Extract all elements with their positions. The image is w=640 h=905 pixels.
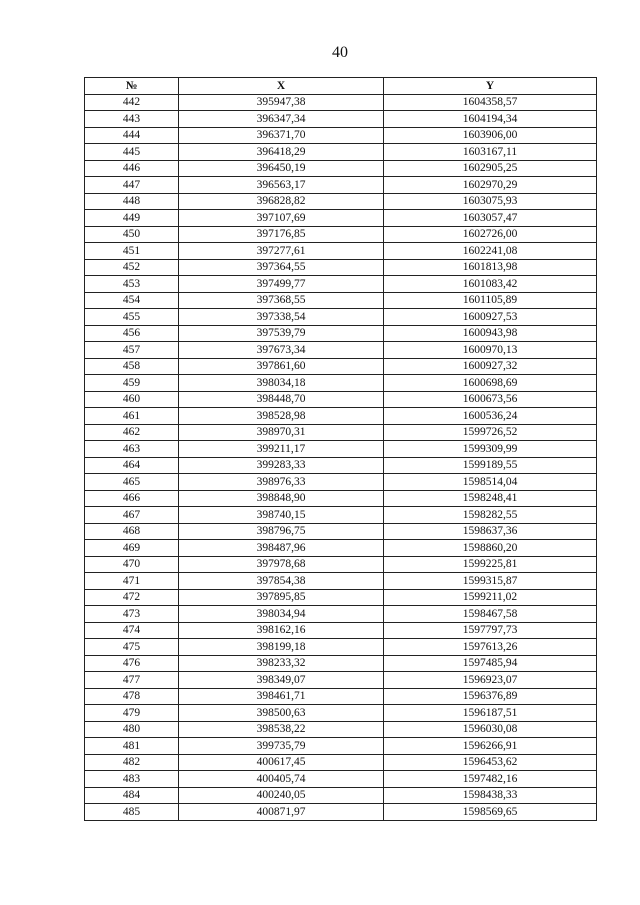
point-number-cell: 462 (85, 424, 179, 441)
table-row (85, 738, 597, 755)
y-coordinate-cell: 1598514,04 (384, 474, 597, 491)
table-row (85, 325, 597, 342)
table-row (85, 160, 597, 177)
y-coordinate-cell: 1599189,55 (384, 457, 597, 474)
y-coordinate-cell: 1604358,57 (384, 94, 597, 111)
header-row (85, 78, 597, 95)
x-coordinate-cell: 396563,17 (179, 177, 384, 194)
y-coordinate-cell: 1596266,91 (384, 738, 597, 755)
y-coordinate-cell: 1603057,47 (384, 210, 597, 227)
table-body (85, 94, 597, 820)
x-coordinate-cell: 397895,85 (179, 589, 384, 606)
point-number-cell: 460 (85, 391, 179, 408)
x-coordinate-cell: 397978,68 (179, 556, 384, 573)
point-number-cell: 464 (85, 457, 179, 474)
table-row (85, 655, 597, 672)
y-coordinate-cell: 1597797,73 (384, 622, 597, 639)
point-number-cell: 483 (85, 771, 179, 788)
page-number: 40 (332, 44, 348, 61)
table-row (85, 804, 597, 821)
point-number-cell: 470 (85, 556, 179, 573)
point-number-cell: 454 (85, 292, 179, 309)
table-row (85, 507, 597, 524)
x-coordinate-cell: 396450,19 (179, 160, 384, 177)
table-row (85, 672, 597, 689)
table-row (85, 639, 597, 656)
x-coordinate-cell: 398034,18 (179, 375, 384, 392)
x-coordinate-cell: 396347,34 (179, 111, 384, 128)
y-coordinate-cell: 1600927,32 (384, 358, 597, 375)
table-row (85, 721, 597, 738)
y-coordinate-cell: 1598282,55 (384, 507, 597, 524)
table-row (85, 754, 597, 771)
point-number-cell: 485 (85, 804, 179, 821)
y-coordinate-cell: 1601083,42 (384, 276, 597, 293)
x-coordinate-cell: 399735,79 (179, 738, 384, 755)
point-number-cell: 455 (85, 309, 179, 326)
x-coordinate-cell: 398199,18 (179, 639, 384, 656)
y-coordinate-cell: 1600698,69 (384, 375, 597, 392)
point-number-cell: 457 (85, 342, 179, 359)
x-coordinate-cell: 397176,85 (179, 226, 384, 243)
y-coordinate-cell: 1599225,81 (384, 556, 597, 573)
y-coordinate-cell: 1602726,00 (384, 226, 597, 243)
table-row (85, 490, 597, 507)
point-number-cell: 474 (85, 622, 179, 639)
table-row (85, 474, 597, 491)
point-number-cell: 468 (85, 523, 179, 540)
y-coordinate-cell: 1596187,51 (384, 705, 597, 722)
table-row (85, 441, 597, 458)
table-row (85, 375, 597, 392)
table-row (85, 787, 597, 804)
point-number-cell: 469 (85, 540, 179, 557)
table-row (85, 177, 597, 194)
y-coordinate-cell: 1600536,24 (384, 408, 597, 425)
table-row (85, 589, 597, 606)
x-coordinate-cell: 397673,34 (179, 342, 384, 359)
x-coordinate-cell: 398976,33 (179, 474, 384, 491)
y-coordinate-cell: 1598467,58 (384, 606, 597, 623)
y-coordinate-cell: 1599309,99 (384, 441, 597, 458)
table-row (85, 358, 597, 375)
y-coordinate-cell: 1599315,87 (384, 573, 597, 590)
table-row (85, 144, 597, 161)
table-row (85, 457, 597, 474)
point-number-cell: 482 (85, 754, 179, 771)
table-row (85, 94, 597, 111)
y-coordinate-cell: 1599211,02 (384, 589, 597, 606)
y-coordinate-cell: 1596453,62 (384, 754, 597, 771)
y-coordinate-cell: 1603167,11 (384, 144, 597, 161)
point-number-cell: 473 (85, 606, 179, 623)
x-coordinate-cell: 398740,15 (179, 507, 384, 524)
y-coordinate-cell: 1599726,52 (384, 424, 597, 441)
point-number-cell: 478 (85, 688, 179, 705)
point-number-cell: 465 (85, 474, 179, 491)
point-number-cell: 484 (85, 787, 179, 804)
table-row (85, 622, 597, 639)
point-number-cell: 467 (85, 507, 179, 524)
y-coordinate-cell: 1600927,53 (384, 309, 597, 326)
point-number-cell: 445 (85, 144, 179, 161)
table-row (85, 523, 597, 540)
x-coordinate-cell: 398034,94 (179, 606, 384, 623)
point-number-cell: 450 (85, 226, 179, 243)
y-coordinate-cell: 1598569,65 (384, 804, 597, 821)
x-coordinate-cell: 399211,17 (179, 441, 384, 458)
x-coordinate-cell: 398970,31 (179, 424, 384, 441)
table-row (85, 210, 597, 227)
table-row (85, 193, 597, 210)
table-row (85, 276, 597, 293)
x-coordinate-cell: 398448,70 (179, 391, 384, 408)
point-number-cell: 459 (85, 375, 179, 392)
table-row (85, 606, 597, 623)
point-number-cell: 456 (85, 325, 179, 342)
x-coordinate-cell: 397854,38 (179, 573, 384, 590)
point-number-cell: 476 (85, 655, 179, 672)
table-header (85, 78, 597, 95)
x-coordinate-cell: 397277,61 (179, 243, 384, 260)
y-coordinate-cell: 1600673,56 (384, 391, 597, 408)
x-coordinate-cell: 398487,96 (179, 540, 384, 557)
y-coordinate-cell: 1598248,41 (384, 490, 597, 507)
point-number-cell: 480 (85, 721, 179, 738)
x-coordinate-cell: 400871,97 (179, 804, 384, 821)
point-number-cell: 449 (85, 210, 179, 227)
y-coordinate-cell: 1596376,89 (384, 688, 597, 705)
y-coordinate-cell: 1600970,13 (384, 342, 597, 359)
table-row (85, 540, 597, 557)
table-row (85, 243, 597, 260)
header-y: Y (384, 78, 597, 95)
y-coordinate-cell: 1601105,89 (384, 292, 597, 309)
x-coordinate-cell: 398349,07 (179, 672, 384, 689)
x-coordinate-cell: 396828,82 (179, 193, 384, 210)
x-coordinate-cell: 398461,71 (179, 688, 384, 705)
x-coordinate-cell: 399283,33 (179, 457, 384, 474)
point-number-cell: 463 (85, 441, 179, 458)
x-coordinate-cell: 397499,77 (179, 276, 384, 293)
point-number-cell: 448 (85, 193, 179, 210)
x-coordinate-cell: 400240,05 (179, 787, 384, 804)
y-coordinate-cell: 1600943,98 (384, 325, 597, 342)
point-number-cell: 458 (85, 358, 179, 375)
point-number-cell: 444 (85, 127, 179, 144)
point-number-cell: 481 (85, 738, 179, 755)
table-row (85, 424, 597, 441)
table-row (85, 705, 597, 722)
x-coordinate-cell: 400617,45 (179, 754, 384, 771)
header-number: № (85, 78, 179, 95)
table-row (85, 292, 597, 309)
y-coordinate-cell: 1601813,98 (384, 259, 597, 276)
y-coordinate-cell: 1598637,36 (384, 523, 597, 540)
x-coordinate-cell: 397364,55 (179, 259, 384, 276)
y-coordinate-cell: 1596030,08 (384, 721, 597, 738)
point-number-cell: 475 (85, 639, 179, 656)
x-coordinate-cell: 397861,60 (179, 358, 384, 375)
x-coordinate-cell: 397539,79 (179, 325, 384, 342)
y-coordinate-cell: 1597485,94 (384, 655, 597, 672)
x-coordinate-cell: 398796,75 (179, 523, 384, 540)
table-row (85, 391, 597, 408)
y-coordinate-cell: 1602970,29 (384, 177, 597, 194)
table-row (85, 342, 597, 359)
point-number-cell: 477 (85, 672, 179, 689)
x-coordinate-cell: 398528,98 (179, 408, 384, 425)
point-number-cell: 451 (85, 243, 179, 260)
point-number-cell: 471 (85, 573, 179, 590)
x-coordinate-cell: 398162,16 (179, 622, 384, 639)
point-number-cell: 453 (85, 276, 179, 293)
table-row (85, 111, 597, 128)
x-coordinate-cell: 398233,32 (179, 655, 384, 672)
y-coordinate-cell: 1598438,33 (384, 787, 597, 804)
table-row (85, 309, 597, 326)
y-coordinate-cell: 1603906,00 (384, 127, 597, 144)
x-coordinate-cell: 398538,22 (179, 721, 384, 738)
point-number-cell: 461 (85, 408, 179, 425)
point-number-cell: 452 (85, 259, 179, 276)
table-row (85, 226, 597, 243)
table-row (85, 573, 597, 590)
coordinates-table (84, 77, 597, 821)
y-coordinate-cell: 1598860,20 (384, 540, 597, 557)
point-number-cell: 472 (85, 589, 179, 606)
point-number-cell: 446 (85, 160, 179, 177)
x-coordinate-cell: 397338,54 (179, 309, 384, 326)
header-x: X (179, 78, 384, 95)
y-coordinate-cell: 1604194,34 (384, 111, 597, 128)
y-coordinate-cell: 1602905,25 (384, 160, 597, 177)
x-coordinate-cell: 396371,70 (179, 127, 384, 144)
x-coordinate-cell: 398848,90 (179, 490, 384, 507)
table-row (85, 771, 597, 788)
y-coordinate-cell: 1602241,08 (384, 243, 597, 260)
table-row (85, 127, 597, 144)
table-row (85, 259, 597, 276)
table-row (85, 556, 597, 573)
y-coordinate-cell: 1597482,16 (384, 771, 597, 788)
point-number-cell: 447 (85, 177, 179, 194)
x-coordinate-cell: 398500,63 (179, 705, 384, 722)
x-coordinate-cell: 396418,29 (179, 144, 384, 161)
point-number-cell: 466 (85, 490, 179, 507)
y-coordinate-cell: 1603075,93 (384, 193, 597, 210)
point-number-cell: 443 (85, 111, 179, 128)
y-coordinate-cell: 1597613,26 (384, 639, 597, 656)
point-number-cell: 442 (85, 94, 179, 111)
x-coordinate-cell: 397368,55 (179, 292, 384, 309)
point-number-cell: 479 (85, 705, 179, 722)
table-row (85, 688, 597, 705)
x-coordinate-cell: 400405,74 (179, 771, 384, 788)
x-coordinate-cell: 397107,69 (179, 210, 384, 227)
y-coordinate-cell: 1596923,07 (384, 672, 597, 689)
x-coordinate-cell: 395947,38 (179, 94, 384, 111)
table-row (85, 408, 597, 425)
